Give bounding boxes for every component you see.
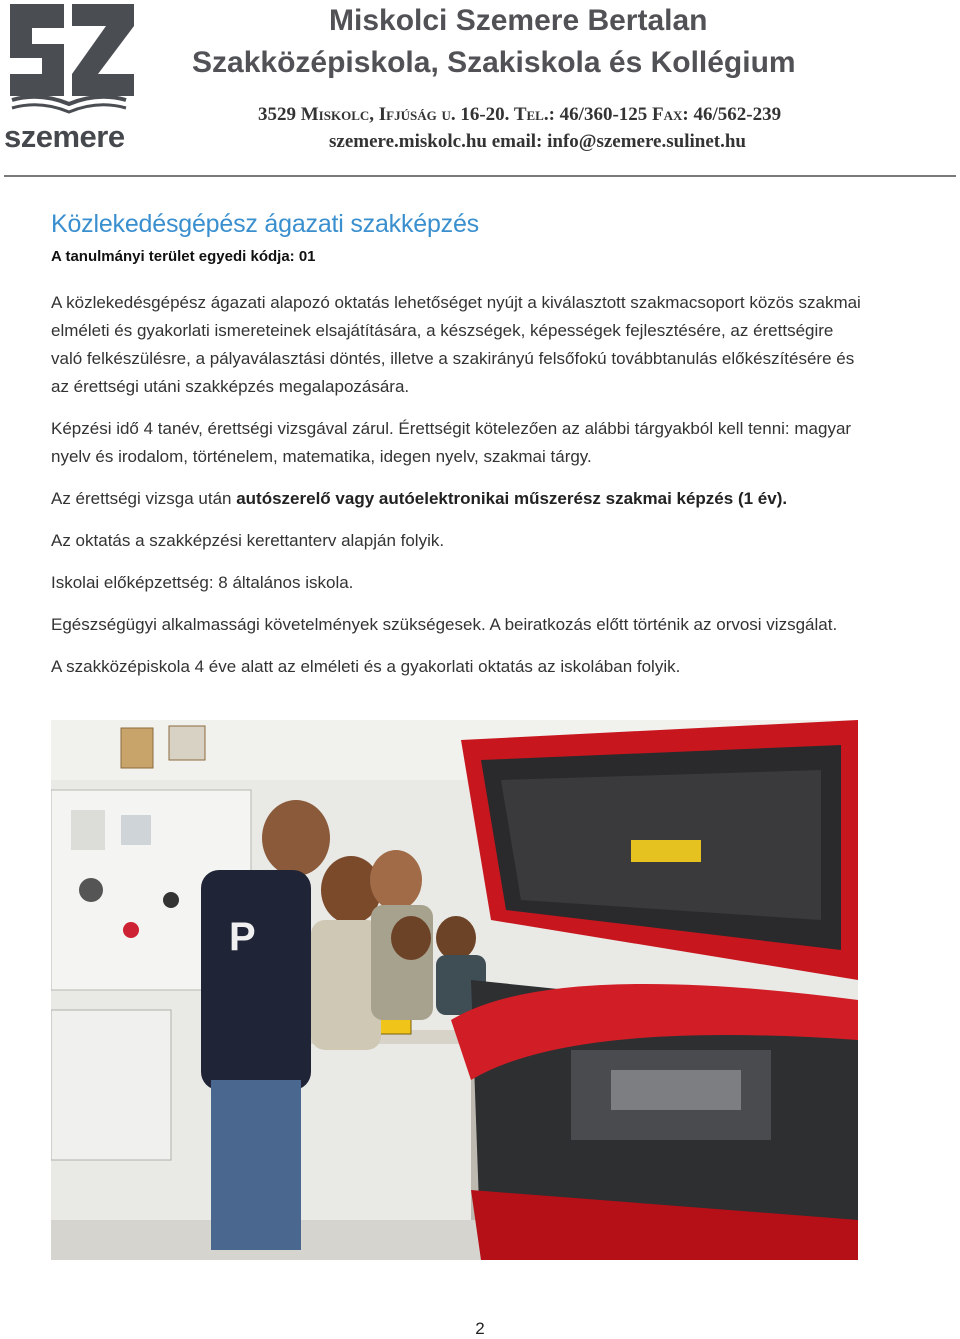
paragraph-curriculum: Az oktatás a szakképzési kerettanterv alapján folyik. [51, 531, 445, 550]
paragraph-after-exam-prefix: Az érettségi vizsga után [51, 489, 237, 508]
workshop-photo-illustration [51, 720, 858, 1260]
workshop-photo [51, 720, 858, 1260]
school-address: 3529 Miskolc, Ifjúság u. 16-20. Tel.: 46/360-125 Fax: 46/562-239 [258, 104, 782, 125]
page-number: 2 [475, 1319, 485, 1338]
paragraph-prerequisite: Iskolai előképzettség: 8 általános iskola. [51, 573, 354, 592]
paragraph-intro: A közlekedésgépész ágazati alapozó oktatás lehetőséget nyújt a kiválasztott szakmacsoport közös szakmai elméleti és gyakorlati ismereteinek elsajátítására, a készségek, képességek fejlesztésére, az érettségire való felkészülésre, a pályaválasztási döntés, illetve a szakirányú felsőfokú továbbtanulás előkészítésére és az érettségi utáni szakképzés megalapozására. [51, 293, 861, 396]
document-body [51, 205, 861, 681]
school-name-line1: Miskolci Szemere Bertalan [329, 4, 708, 37]
paragraph-after-exam [51, 485, 861, 513]
letterhead [0, 0, 960, 178]
paragraph-duration: Képzési idő 4 tanév, érettségi vizsgával zárul. Érettségit kötelezően az alábbi tárgyakból kell tenni: magyar nyelv és irodalom, történelem, matematika, idegen nyelv, szakmai tárgy. [51, 419, 852, 466]
program-code: A tanulmányi terület egyedi kódja: 01 [51, 248, 316, 265]
paragraph-after-exam-bold: autószerelő vagy autóelektronikai műszerész szakmai képzés (1 év). [236, 489, 788, 508]
paragraph-location: A szakközépiskola 4 éve alatt az elméleti és a gyakorlati oktatás az iskolában folyik. [51, 657, 681, 676]
school-name-line2: Szakközépiskola, Szakiskola és Kollégium [192, 46, 796, 79]
logo-wordmark: szemere [4, 119, 125, 154]
school-contact: szemere.miskolc.hu email: info@szemere.sulinet.hu [329, 131, 746, 152]
header-divider [4, 175, 956, 177]
document-title: Közlekedésgépész ágazati szakképzés [51, 210, 479, 238]
jersey-letter: P [229, 915, 256, 959]
paragraph-health: Egészségügyi alkalmassági követelmények szükségesek. A beiratkozás előtt történik az orvosi vizsgálat. [51, 615, 838, 634]
